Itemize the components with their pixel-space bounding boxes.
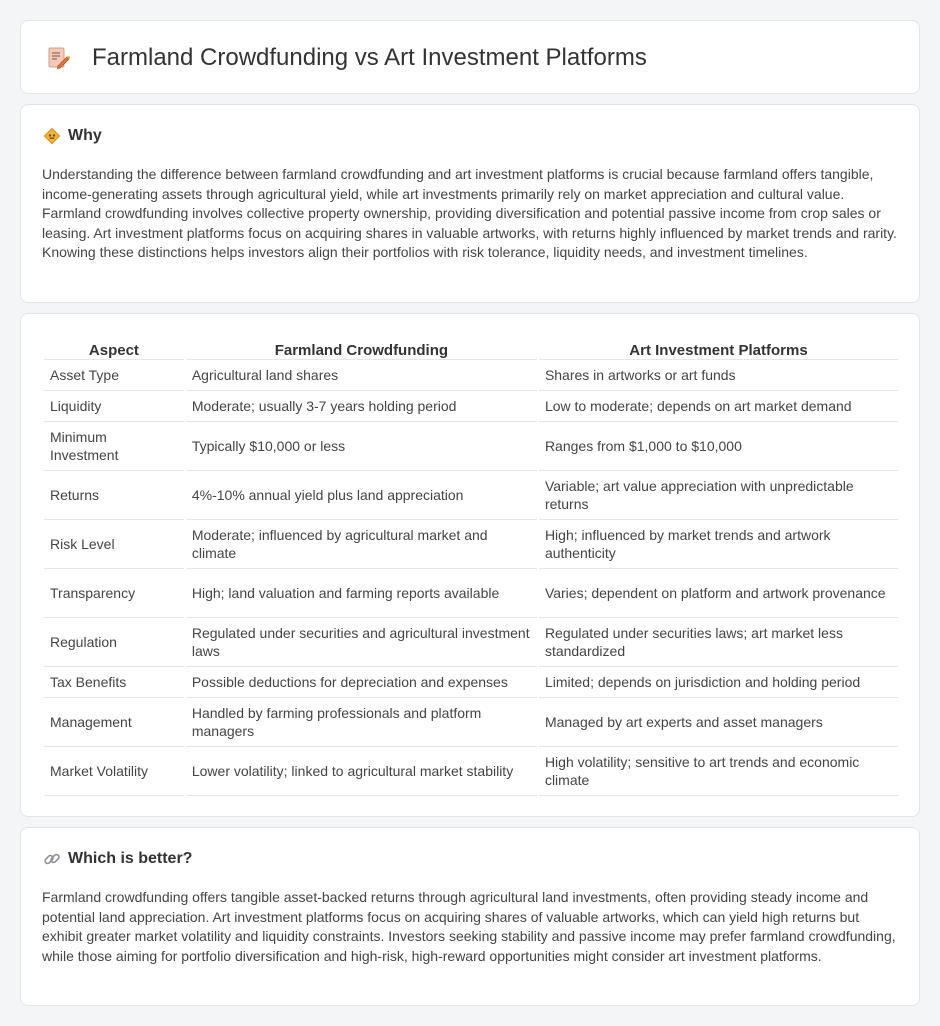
art-cell: Managed by art experts and asset managers (539, 698, 898, 747)
table-row (44, 667, 898, 698)
column-header: Farmland Crowdfunding (186, 334, 537, 360)
why-section (20, 104, 920, 303)
farmland-cell: Lower volatility; linked to agricultural market stability (186, 747, 537, 796)
table-row (44, 471, 898, 520)
farmland-cell: Typically $10,000 or less (186, 422, 537, 471)
better-title: Which is better? (68, 850, 193, 867)
art-cell: Variable; art value appreciation with unpredictable returns (539, 471, 898, 520)
art-cell: Low to moderate; depends on art market demand (539, 391, 898, 422)
link-icon (43, 850, 61, 868)
table-row (44, 747, 898, 796)
better-text: Farmland crowdfunding offers tangible asset-backed returns through agricultural land investments, often providing steady income and potential land appreciation. Art investment platforms focus on acquiring shares of valuable artworks, which can yield high returns but exhibit greater market volatility and liquidity constraints. Investors seeking stability and passive income may prefer farmland crowdfunding, while those aiming for portfolio diversification and high-risk, high-reward opportunities might consider art investment platforms. (42, 889, 896, 964)
aspect-cell: Regulation (44, 618, 184, 667)
document-edit-icon (45, 45, 71, 71)
table-row (44, 422, 898, 471)
why-text: Understanding the difference between farmland crowdfunding and art investment platforms is crucial because farmland offers tangible, income-generating assets through agricultural yield, while art investments primarily rely on market appreciation and cultural value. Farmland crowdfunding involves collective property ownership, providing diversification and potential passive income from crop sales or leasing. Art investment platforms focus on acquiring shares in valuable artworks, with returns highly influenced by market trends and rarity. Knowing these distinctions helps investors align their portfolios with risk tolerance, liquidity needs, and investment timelines. (42, 166, 897, 260)
art-cell: Regulated under securities laws; art market less standardized (539, 618, 898, 667)
lightbulb-icon (43, 127, 61, 145)
table-row (44, 391, 898, 422)
table-row (44, 618, 898, 667)
aspect-cell: Returns (44, 471, 184, 520)
comparison-section (20, 313, 920, 817)
aspect-cell: Market Volatility (44, 747, 184, 796)
table-row (44, 520, 898, 569)
aspect-cell: Transparency (44, 569, 184, 618)
table-row (44, 698, 898, 747)
table-header-row (44, 334, 898, 360)
art-cell: High volatility; sensitive to art trends and economic climate (539, 747, 898, 796)
why-heading (43, 125, 102, 147)
farmland-cell: 4%-10% annual yield plus land appreciation (186, 471, 537, 520)
farmland-cell: Agricultural land shares (186, 360, 537, 391)
better-heading (43, 848, 192, 870)
page-title: Farmland Crowdfunding vs Art Investment Platforms (92, 44, 647, 71)
farmland-cell: Moderate; usually 3-7 years holding period (186, 391, 537, 422)
farmland-cell: Handled by farming professionals and platform managers (186, 698, 537, 747)
art-cell: Shares in artworks or art funds (539, 360, 898, 391)
column-header: Art Investment Platforms (539, 334, 898, 360)
table-row (44, 360, 898, 391)
farmland-cell: Moderate; influenced by agricultural market and climate (186, 520, 537, 569)
table-row (44, 569, 898, 618)
farmland-cell: Possible deductions for depreciation and expenses (186, 667, 537, 698)
aspect-cell: Tax Benefits (44, 667, 184, 698)
aspect-cell: Management (44, 698, 184, 747)
comparison-table (42, 334, 900, 796)
which-is-better-section (20, 827, 920, 1006)
aspect-cell: Risk Level (44, 520, 184, 569)
art-cell: Limited; depends on jurisdiction and holding period (539, 667, 898, 698)
header-card (20, 20, 920, 94)
art-cell: Ranges from $1,000 to $10,000 (539, 422, 898, 471)
aspect-cell: Asset Type (44, 360, 184, 391)
farmland-cell: High; land valuation and farming reports available (186, 569, 537, 618)
farmland-cell: Regulated under securities and agricultural investment laws (186, 618, 537, 667)
art-cell: Varies; dependent on platform and artwork provenance (539, 569, 898, 618)
column-header: Aspect (44, 334, 184, 360)
aspect-cell: Minimum Investment (44, 422, 184, 471)
why-title: Why (68, 127, 102, 144)
art-cell: High; influenced by market trends and artwork authenticity (539, 520, 898, 569)
aspect-cell: Liquidity (44, 391, 184, 422)
